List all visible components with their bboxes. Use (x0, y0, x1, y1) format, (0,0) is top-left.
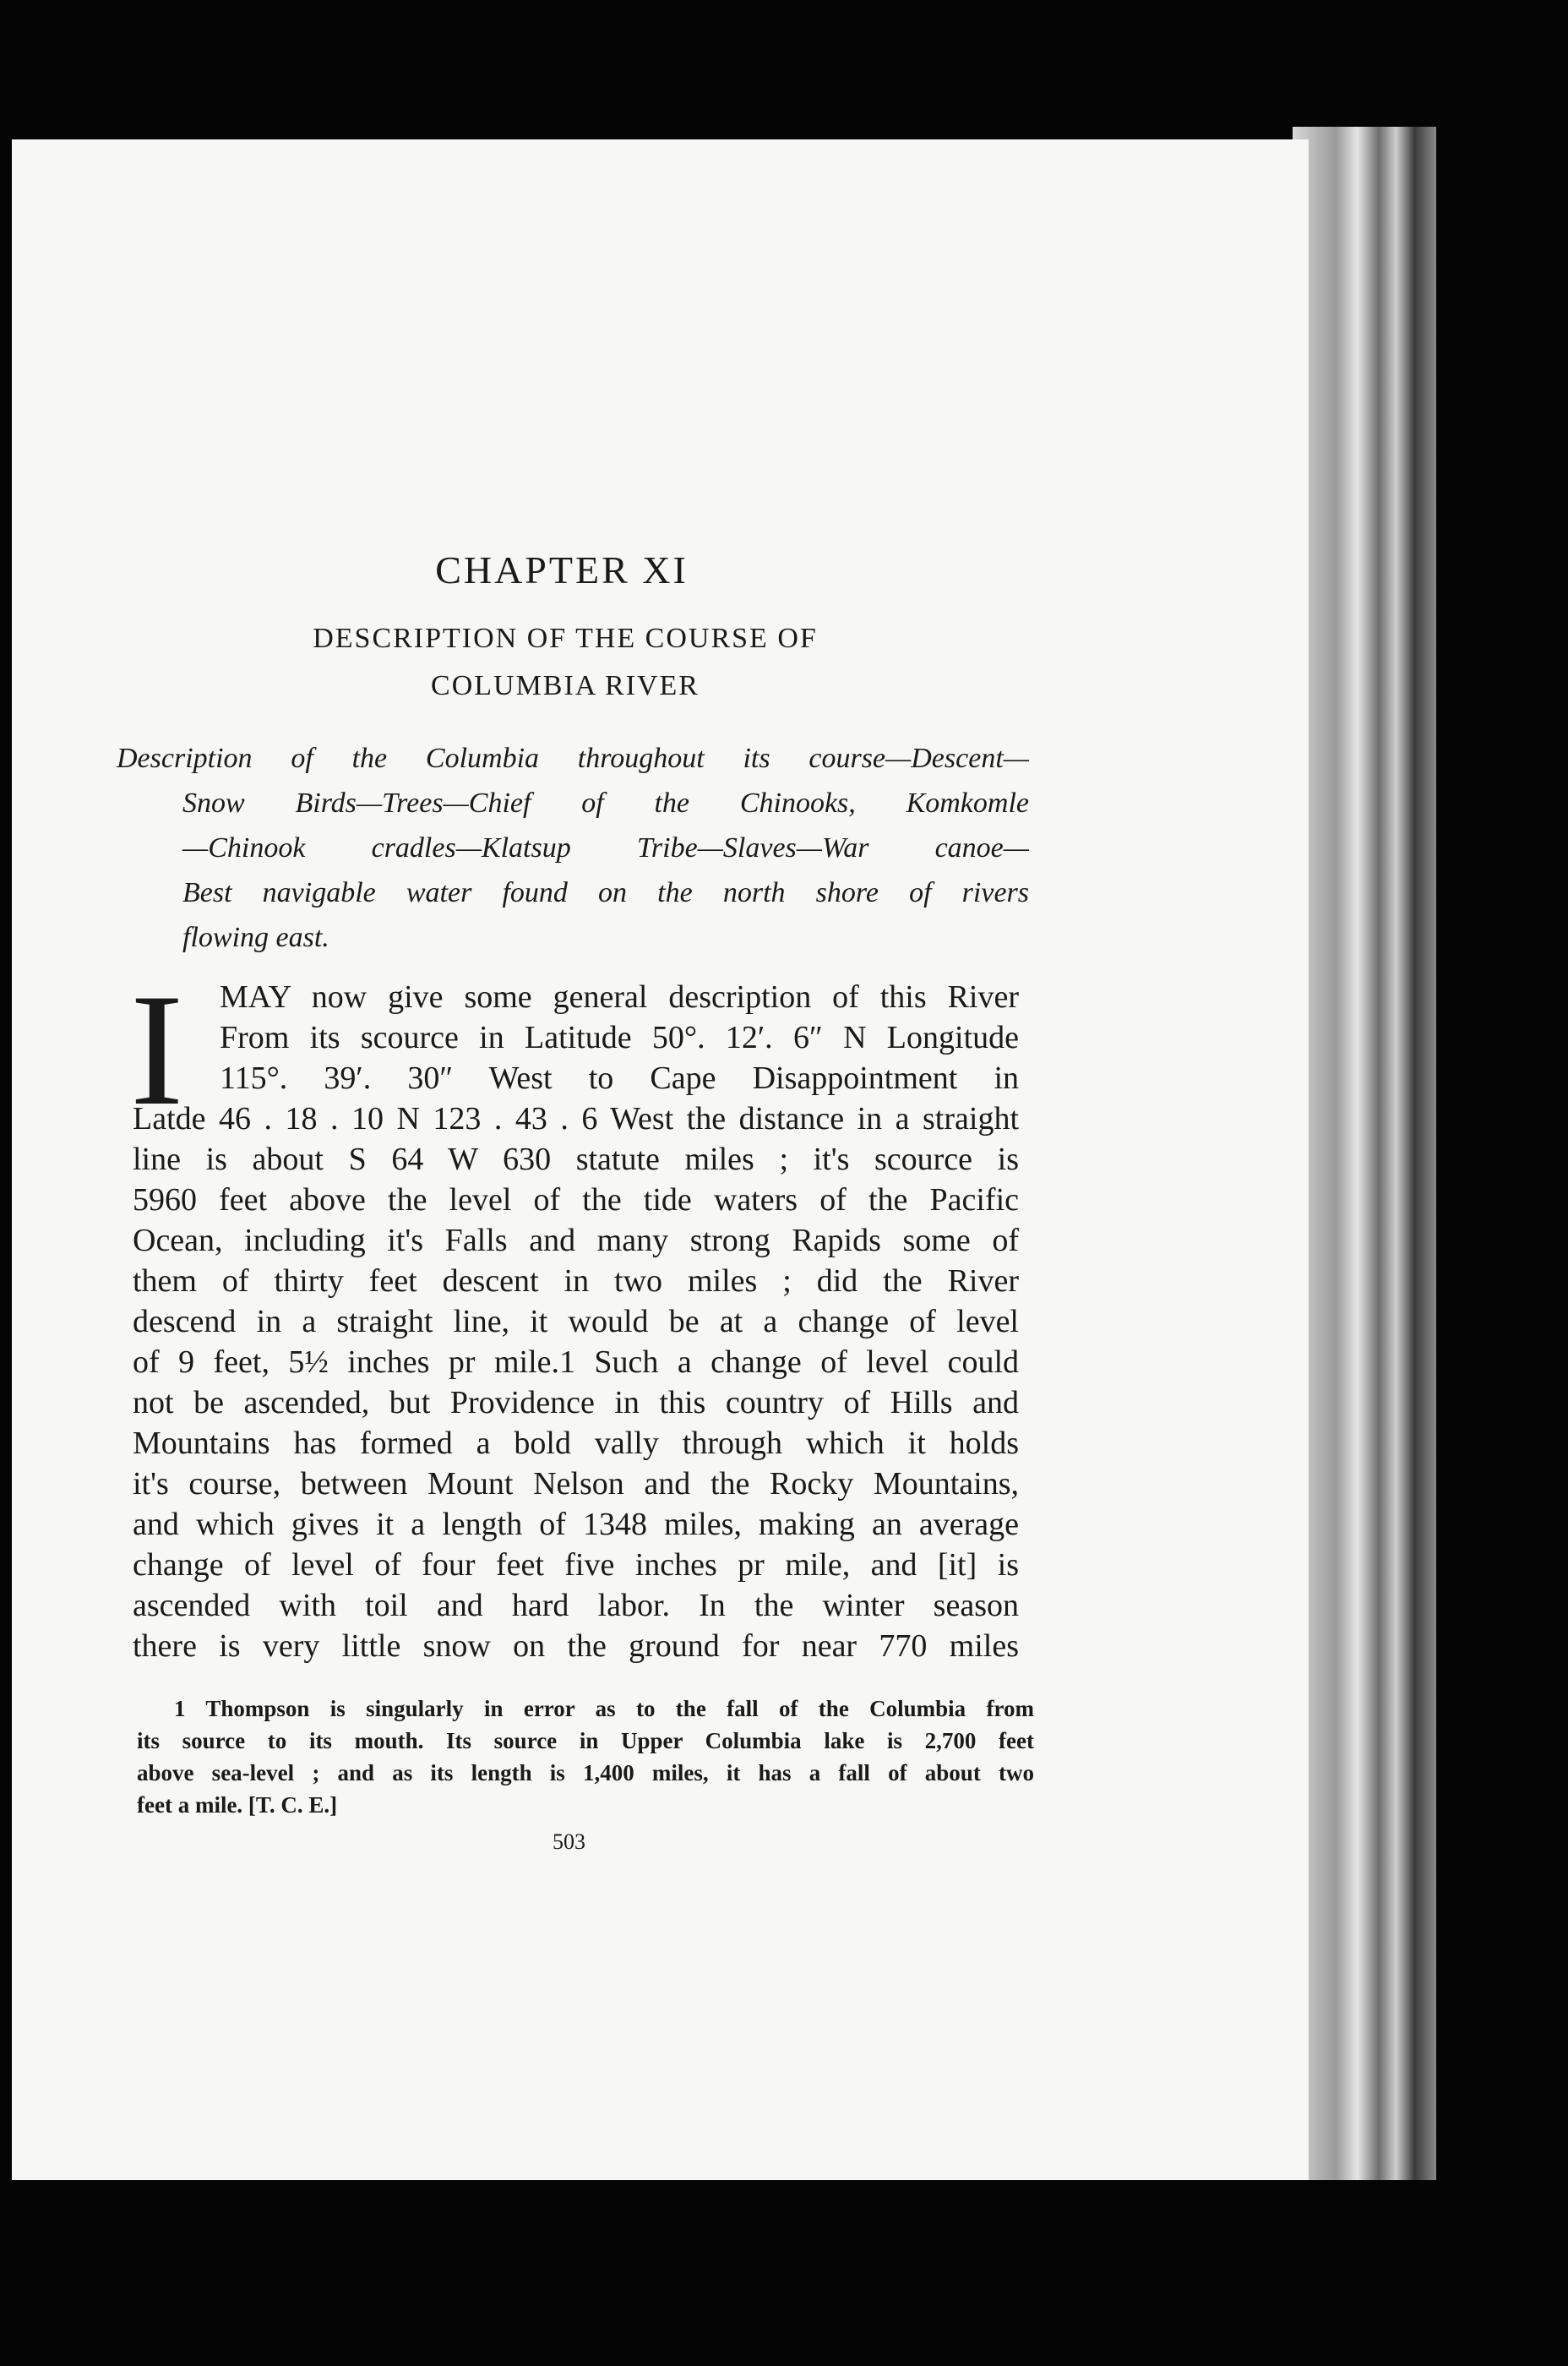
body-line: them of thirty feet descent in two miles ; did the River (133, 1263, 1019, 1299)
book-page-edges (1293, 127, 1436, 2180)
body-line: descend in a straight line, it would be at a change of level (133, 1304, 1019, 1339)
synopsis-line: —Chinook cradles—Klatsup Tribe—Slaves—War canoe— (182, 832, 1029, 864)
body-line: and which gives it a length of 1348 miles, making an average (133, 1507, 1019, 1542)
chapter-heading-line-1: DESCRIPTION OF THE COURSE OF (313, 623, 818, 654)
body-line: Latde 46 . 18 . 10 N 123 . 43 . 6 West the distance in a straight (133, 1101, 1019, 1137)
body-line: it's course, between Mount Nelson and the Rocky Mountains, (133, 1466, 1019, 1502)
body-line: line is about S 64 W 630 statute miles ; it's scource is (133, 1142, 1019, 1177)
footnote-line: its source to its mouth. Its source in Upper Columbia lake is 2,700 feet (137, 1728, 1034, 1753)
footnote-line: above sea-level ; and as its length is 1,400 miles, it has a fall of about two (137, 1760, 1034, 1785)
footnote-line: feet a mile. [T. C. E.] (137, 1792, 338, 1818)
body-line: of 9 feet, 5½ inches pr mile.1 Such a change of level could (133, 1344, 1019, 1380)
body-line: 115°. 39′. 30″ West to Cape Disappointment in (220, 1060, 1019, 1096)
body-line: there is very little snow on the ground for near 770 miles (133, 1628, 1019, 1664)
chapter-title: CHAPTER XI (435, 548, 689, 592)
drop-cap: I (130, 962, 184, 1139)
synopsis-line: Description of the Columbia throughout its course—Descent— (117, 743, 1029, 774)
body-line: MAY now give some general description of this River (220, 979, 1019, 1015)
body-line: ascended with toil and hard labor. In the winter season (133, 1588, 1019, 1623)
body-line: not be ascended, but Providence in this country of Hills and (133, 1385, 1019, 1420)
body-line: From its scource in Latitude 50°. 12′. 6″ N Longitude (220, 1020, 1019, 1055)
body-line: 5960 feet above the level of the tide waters of the Pacific (133, 1182, 1019, 1218)
page-number: 503 (553, 1829, 585, 1854)
footnote-line: 1 Thompson is singularly in error as to the fall of the Columbia from (174, 1696, 1034, 1721)
body-line: Mountains has formed a bold vally through which it holds (133, 1426, 1019, 1461)
synopsis-line: flowing east. (182, 922, 329, 953)
body-line: change of level of four feet five inches pr mile, and [it] is (133, 1547, 1019, 1583)
chapter-heading-line-2: COLUMBIA RIVER (431, 670, 700, 701)
synopsis-line: Snow Birds—Trees—Chief of the Chinooks, Komkomle (182, 788, 1029, 819)
book-page (12, 139, 1309, 2180)
body-line: Ocean, including it's Falls and many strong Rapids some of (133, 1223, 1019, 1258)
synopsis-line: Best navigable water found on the north shore of rivers (182, 877, 1029, 908)
